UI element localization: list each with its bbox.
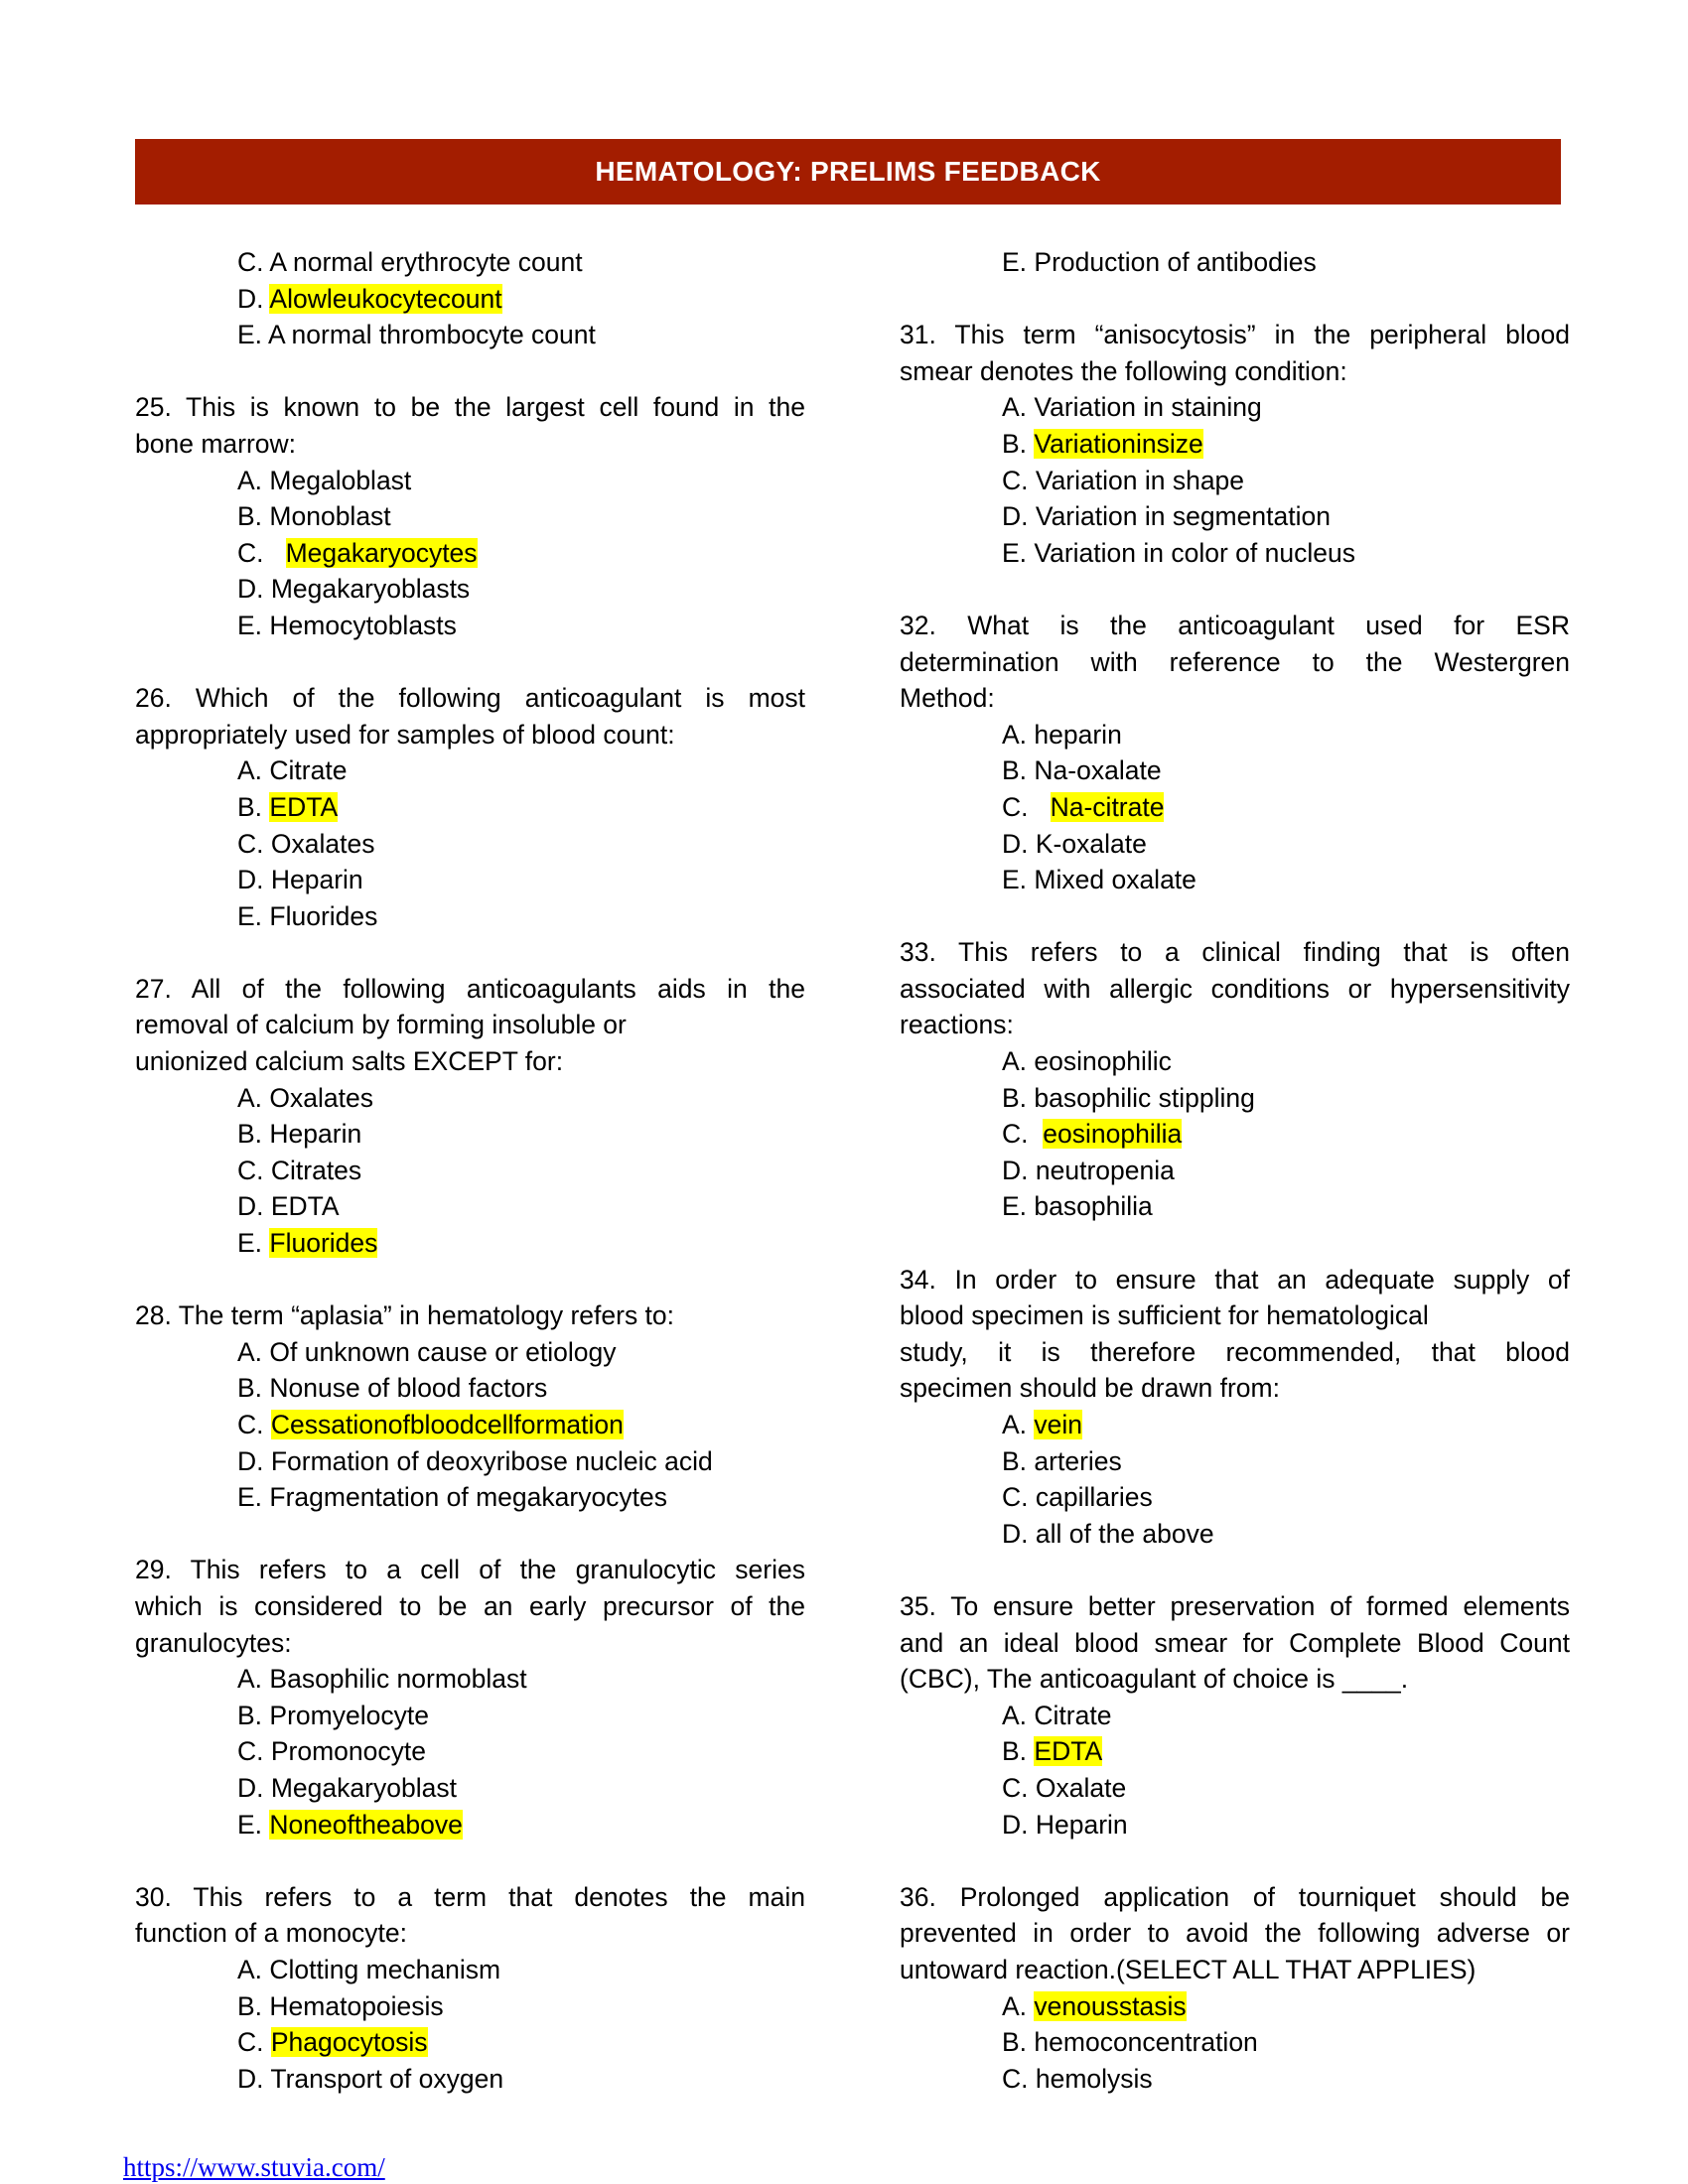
option-prefix: E. xyxy=(237,1809,270,1840)
q35-stem-line: 35. To ensure better preservation of formed elements xyxy=(900,1590,1570,1621)
q35-option-d: D. Heparin xyxy=(1002,1809,1128,1840)
q27-stem-line: unionized calcium salts EXCEPT for: xyxy=(135,1046,564,1077)
q36-stem-line: untoward reaction.(SELECT ALL THAT APPLIES) xyxy=(900,1954,1477,1984)
q33-option-d: D. neutropenia xyxy=(1002,1155,1175,1185)
q36-option-c: C. hemolysis xyxy=(1002,2063,1153,2094)
q30-option-c xyxy=(135,2024,805,2061)
right-column xyxy=(900,244,1570,2097)
q36-stem-line: prevented in order to avoid the following adverse or xyxy=(900,1918,1570,1949)
q33-option-c xyxy=(900,1116,1570,1153)
q36-stem-line: 36. Prolonged application of tourniquet should be xyxy=(900,1881,1570,1912)
q27-option-d: D. EDTA xyxy=(237,1191,340,1222)
option-prefix: E. xyxy=(237,1228,270,1259)
q25-option-d: D. Megakaryoblasts xyxy=(237,574,471,605)
option-prefix: C. xyxy=(237,1410,271,1439)
q31-stem-line: 31. This term “anisocytosis” in the peripheral blood xyxy=(900,320,1570,350)
footer-source-link[interactable]: https://www.stuvia.com/ xyxy=(123,2152,385,2182)
highlighted-answer: Variationinsize xyxy=(1034,428,1203,459)
q26-option-d: D. Heparin xyxy=(237,865,363,895)
highlighted-answer: Megakaryocytes xyxy=(285,537,478,568)
highlighted-answer: Na-citrate xyxy=(1050,791,1165,822)
q26-option-b xyxy=(135,789,805,826)
q32-stem-line: determination with reference to the Westergren xyxy=(900,646,1570,677)
q34-option-c: C. capillaries xyxy=(1002,1482,1153,1513)
option-prefix: C. xyxy=(1002,791,1036,822)
q34-option-d: D. all of the above xyxy=(1002,1518,1214,1549)
q24-option-c: C. A normal erythrocyte count xyxy=(237,247,583,277)
option-prefix: B. xyxy=(237,791,270,822)
q30-stem-line: 30. This refers to a term that denotes the main xyxy=(135,1881,805,1912)
q30-option-e: E. Production of antibodies xyxy=(1002,247,1317,277)
q26-stem-line: appropriately used for samples of blood count: xyxy=(135,719,675,750)
q35-stem-line: and an ideal blood smear for Complete Blood Count xyxy=(900,1627,1570,1658)
highlighted-answer: vein xyxy=(1034,1410,1083,1439)
q35-option-b xyxy=(900,1733,1570,1770)
highlighted-answer: Alowleukocytecount xyxy=(269,283,502,314)
q32-option-d: D. K-oxalate xyxy=(1002,828,1147,859)
q35-option-a: A. Citrate xyxy=(1002,1700,1112,1730)
q31-option-e: E. Variation in color of nucleus xyxy=(1002,537,1355,568)
option-prefix: C. xyxy=(237,2027,271,2058)
highlighted-answer: venousstasis xyxy=(1034,1990,1187,2021)
q28-stem-line: 28. The term “aplasia” in hematology refers to: xyxy=(135,1300,675,1331)
q28-option-e: E. Fragmentation of megakaryocytes xyxy=(237,1482,668,1513)
q34-stem-line: specimen should be drawn from: xyxy=(900,1373,1280,1404)
q31-option-a: A. Variation in staining xyxy=(1002,392,1262,423)
q30-option-b: B. Hematopoiesis xyxy=(237,1990,444,2021)
q29-stem-line: granulocytes: xyxy=(135,1627,292,1658)
q33-stem-line: reactions: xyxy=(900,1010,1014,1040)
q35-option-c: C. Oxalate xyxy=(1002,1772,1127,1803)
highlighted-answer: EDTA xyxy=(1034,1736,1103,1767)
q30-stem-line: function of a monocyte: xyxy=(135,1918,407,1949)
q33-stem-line: associated with allergic conditions or hypersensitivity xyxy=(900,973,1570,1004)
q31-stem-line: smear denotes the following condition: xyxy=(900,355,1347,386)
q36-option-b: B. hemoconcentration xyxy=(1002,2027,1258,2058)
q28-option-a: A. Of unknown cause or etiology xyxy=(237,1336,617,1367)
q27-stem-line: 27. All of the following anticoagulants aids in the xyxy=(135,973,805,1004)
q32-option-b: B. Na-oxalate xyxy=(1002,755,1162,786)
page-header-bar xyxy=(135,139,1561,205)
q25-stem-line: bone marrow: xyxy=(135,428,297,459)
q34-stem-line: study, it is therefore recommended, that blood xyxy=(900,1336,1570,1367)
q28-option-c xyxy=(135,1407,805,1443)
q30-option-a: A. Clotting mechanism xyxy=(237,1954,501,1984)
q33-option-e: E. basophilia xyxy=(1002,1191,1153,1222)
q35-stem-line: (CBC), The anticoagulant of choice is ____. xyxy=(900,1664,1409,1695)
q31-option-c: C. Variation in shape xyxy=(1002,465,1245,495)
q27-option-b: B. Heparin xyxy=(237,1119,362,1150)
q34-stem-line: blood specimen is sufficient for hematological xyxy=(900,1300,1429,1331)
option-prefix: B. xyxy=(1002,1736,1035,1767)
option-prefix: B. xyxy=(1002,428,1035,459)
q34-stem-line: 34. In order to ensure that an adequate supply of xyxy=(900,1264,1570,1295)
q29-option-b: B. Promyelocyte xyxy=(237,1700,429,1730)
q26-option-a: A. Citrate xyxy=(237,755,348,786)
q34-option-b: B. arteries xyxy=(1002,1445,1122,1476)
q31-option-b xyxy=(900,426,1570,463)
q33-option-b: B. basophilic stippling xyxy=(1002,1082,1255,1113)
highlighted-answer: Noneoftheabove xyxy=(269,1809,463,1840)
option-prefix: A. xyxy=(1002,1410,1035,1439)
q32-stem-line: 32. What is the anticoagulant used for ESR xyxy=(900,610,1570,640)
q26-stem-line: 26. Which of the following anticoagulant is most xyxy=(135,683,805,714)
highlighted-answer: eosinophilia xyxy=(1043,1119,1183,1150)
q32-option-e: E. Mixed oxalate xyxy=(1002,865,1196,895)
q25-option-a: A. Megaloblast xyxy=(237,465,412,495)
q32-option-c xyxy=(900,789,1570,826)
q26-option-e: E. Fluorides xyxy=(237,900,378,931)
highlighted-answer: EDTA xyxy=(269,791,339,822)
q24-option-d xyxy=(135,281,805,318)
q25-option-e: E. Hemocytoblasts xyxy=(237,610,457,640)
q36-option-a xyxy=(900,1988,1570,2025)
q25-option-c xyxy=(135,535,805,572)
highlighted-answer: Cessationofbloodcellformation xyxy=(270,1410,624,1439)
q26-option-c: C. Oxalates xyxy=(237,828,375,859)
q31-option-d: D. Variation in segmentation xyxy=(1002,501,1331,532)
q27-option-e xyxy=(135,1225,805,1262)
q33-stem-line: 33. This refers to a clinical finding that is often xyxy=(900,937,1570,968)
q27-option-a: A. Oxalates xyxy=(237,1082,373,1113)
left-column xyxy=(135,244,805,2097)
q29-stem-line: which is considered to be an early precursor of the xyxy=(135,1590,805,1621)
q29-option-a: A. Basophilic normoblast xyxy=(237,1664,527,1695)
q32-stem-line: Method: xyxy=(900,683,995,714)
q29-stem-line: 29. This refers to a cell of the granulocytic series xyxy=(135,1555,805,1585)
q29-option-c: C. Promonocyte xyxy=(237,1736,426,1767)
page-title: HEMATOLOGY: PRELIMS FEEDBACK xyxy=(595,156,1101,187)
q25-stem-line: 25. This is known to be the largest cell found in the xyxy=(135,392,805,423)
option-prefix: D. xyxy=(237,283,270,314)
highlighted-answer: Phagocytosis xyxy=(270,2027,428,2058)
option-prefix: C. xyxy=(237,537,271,568)
q34-option-a xyxy=(900,1407,1570,1443)
q32-option-a: A. heparin xyxy=(1002,719,1122,750)
option-prefix: A. xyxy=(1002,1990,1035,2021)
option-prefix: C. xyxy=(1002,1119,1036,1150)
q27-stem-line: removal of calcium by forming insoluble or xyxy=(135,1010,627,1040)
q28-option-d: D. Formation of deoxyribose nucleic acid xyxy=(237,1445,713,1476)
q33-option-a: A. eosinophilic xyxy=(1002,1046,1172,1077)
q28-option-b: B. Nonuse of blood factors xyxy=(237,1373,548,1404)
q24-option-e: E. A normal thrombocyte count xyxy=(237,320,596,350)
q25-option-b: B. Monoblast xyxy=(237,501,391,532)
q27-option-c: C. Citrates xyxy=(237,1155,362,1185)
q29-option-e xyxy=(135,1807,805,1843)
q30-option-d: D. Transport of oxygen xyxy=(237,2063,504,2094)
highlighted-answer: Fluorides xyxy=(269,1228,378,1259)
q29-option-d: D. Megakaryoblast xyxy=(237,1772,457,1803)
